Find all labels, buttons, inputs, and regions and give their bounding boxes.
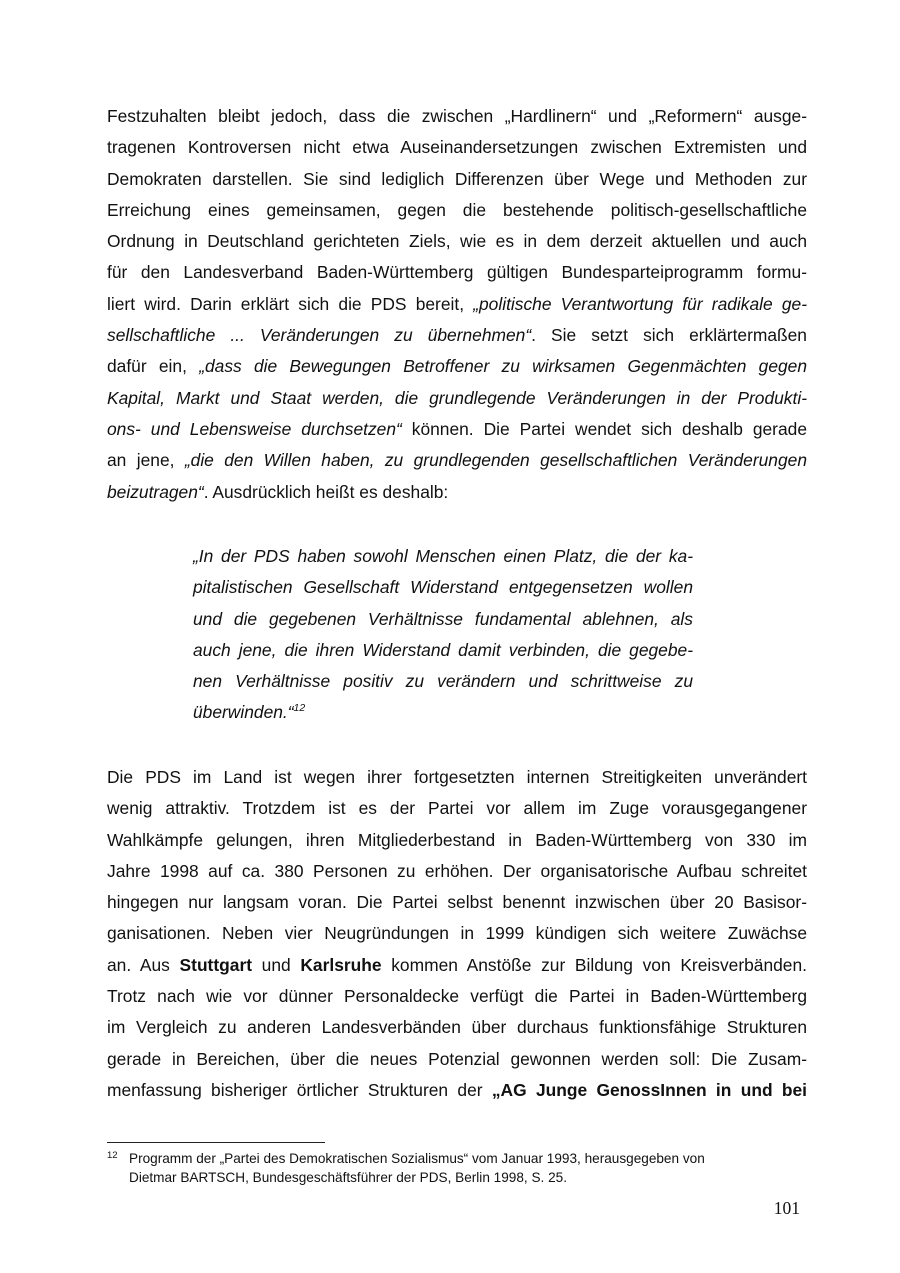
text-line: Festzuhalten bleibt jedoch, dass die zwischen „Hardlinern“ und „Reformern“ ausge- <box>107 106 807 126</box>
text-run: . Ausdrücklich heißt es deshalb: <box>203 481 449 502</box>
quoted-program-text: „politische Verantwortung für radikale ge- <box>473 293 807 314</box>
text-line <box>107 289 807 320</box>
text-line <box>107 1075 807 1106</box>
quoted-program-text: „die den Willen haben, zu grundlegenden gesellschaftlichen Veränderungen <box>184 450 807 471</box>
text-line: hingegen nur langsam voran. Die Partei selbst benennt inzwischen über 20 Basisor- <box>107 892 807 913</box>
text-line: im Vergleich zu anderen Landesverbänden über durchaus funktionsfähige Strukturen <box>107 1017 807 1038</box>
text-line: Die PDS im Land ist wegen ihrer fortgesetzten internen Streitigkeiten unverändert <box>107 767 807 787</box>
text-run: liert wird. Darin erklärt sich die PDS bereit, <box>107 293 474 314</box>
quote-line: und die gegebenen Verhältnisse fundamental ablehnen, als <box>193 608 693 629</box>
quoted-program-text: sellschaftliche ... Veränderungen zu übernehmen“ <box>107 325 532 346</box>
text-line <box>107 320 807 351</box>
quote-line <box>193 697 693 728</box>
footnote-number: 12 <box>107 1150 118 1161</box>
text-run: und <box>252 954 301 975</box>
text-line: wenig attraktiv. Trotzdem ist es der Partei vor allem im Zuge vorausgegangener <box>107 798 807 819</box>
text-line: für den Landesverband Baden-Württemberg gültigen Bundesparteiprogramm formu- <box>107 262 807 283</box>
quote-line: auch jene, die ihren Widerstand damit verbinden, die gegebe- <box>193 639 693 660</box>
quoted-program-text: ons- und Lebensweise durchsetzen“ <box>107 418 402 439</box>
text-line: Erreichung eines gemeinsamen, gegen die bestehende politisch-gesellschaftliche <box>107 199 807 220</box>
text-run: dafür ein, <box>107 356 200 377</box>
text-run: an. Aus <box>107 954 180 975</box>
organization-name: „AG Junge GenossInnen in und bei <box>491 1079 807 1100</box>
text-line: ganisationen. Neben vier Neugründungen in 1999 kündigen sich weitere Zuwächse <box>107 923 807 944</box>
text-line: Ordnung in Deutschland gerichteten Ziels, wie es in dem derzeit aktuellen und auch <box>107 231 807 252</box>
block-quote <box>193 541 693 729</box>
text-run: können. Die Partei wendet sich deshalb gerade <box>401 418 807 439</box>
footnote-line: Programm der „Partei des Demokratischen Sozialismus“ vom Januar 1993, herausgegeben von <box>129 1151 705 1166</box>
text-line: Demokraten darstellen. Sie sind lediglich Differenzen über Wege und Methoden zur <box>107 168 807 189</box>
footnote-reference[interactable]: 12 <box>293 702 306 715</box>
footnote-text <box>129 1149 705 1187</box>
text-line: Kapital, Markt und Staat werden, die grundlegende Veränderungen in der Produkti- <box>107 387 807 408</box>
place-name-stuttgart: Stuttgart <box>179 954 252 975</box>
text-line <box>107 414 807 445</box>
text-line <box>107 950 807 981</box>
text-run: . Sie setzt sich erklärtermaßen <box>531 325 807 346</box>
footnote-line: Dietmar BARTSCH, Bundesgeschäftsführer der PDS, Berlin 1998, S. 25. <box>129 1170 567 1185</box>
quoted-program-text: „dass die Bewegungen Betroffener zu wirksamen Gegenmächten gegen <box>199 356 808 377</box>
text-line: tragenen Kontroversen nicht etwa Auseinandersetzungen zwischen Extremisten und <box>107 137 807 158</box>
text-line <box>107 445 807 476</box>
quote-line: pitalistischen Gesellschaft Widerstand entgegensetzen wollen <box>193 577 693 598</box>
text-line: Wahlkämpfe gelungen, ihren Mitgliederbestand in Baden-Württemberg von 330 im <box>107 829 807 850</box>
quote-line: nen Verhältnisse positiv zu verändern und schrittweise zu <box>193 671 693 692</box>
text-run: kommen Anstöße zur Bildung von Kreisverbänden. <box>381 954 807 975</box>
text-run: menfassung bisheriger örtlicher Strukturen der <box>107 1079 492 1100</box>
footnote-separator <box>107 1142 325 1143</box>
paragraph-2 <box>107 762 807 1106</box>
place-name-karlsruhe: Karlsruhe <box>300 954 382 975</box>
quote-line: „In der PDS haben sowohl Menschen einen Platz, die der ka- <box>193 546 693 566</box>
text-line: gerade in Bereichen, über die neues Potenzial gewonnen werden soll: Die Zusam- <box>107 1048 807 1069</box>
text-line <box>107 351 807 382</box>
quote-text: überwinden.“ <box>193 702 294 723</box>
text-run: an jene, <box>107 450 185 471</box>
text-line <box>107 477 807 508</box>
text-line: Jahre 1998 auf ca. 380 Personen zu erhöhen. Der organisatorische Aufbau schreitet <box>107 860 807 881</box>
page-number: 101 <box>773 1198 800 1218</box>
quoted-program-text: beizutragen“ <box>107 481 204 502</box>
text-line: Trotz nach wie vor dünner Personaldecke verfügt die Partei in Baden-Württemberg <box>107 986 807 1007</box>
paragraph-1 <box>107 101 807 508</box>
